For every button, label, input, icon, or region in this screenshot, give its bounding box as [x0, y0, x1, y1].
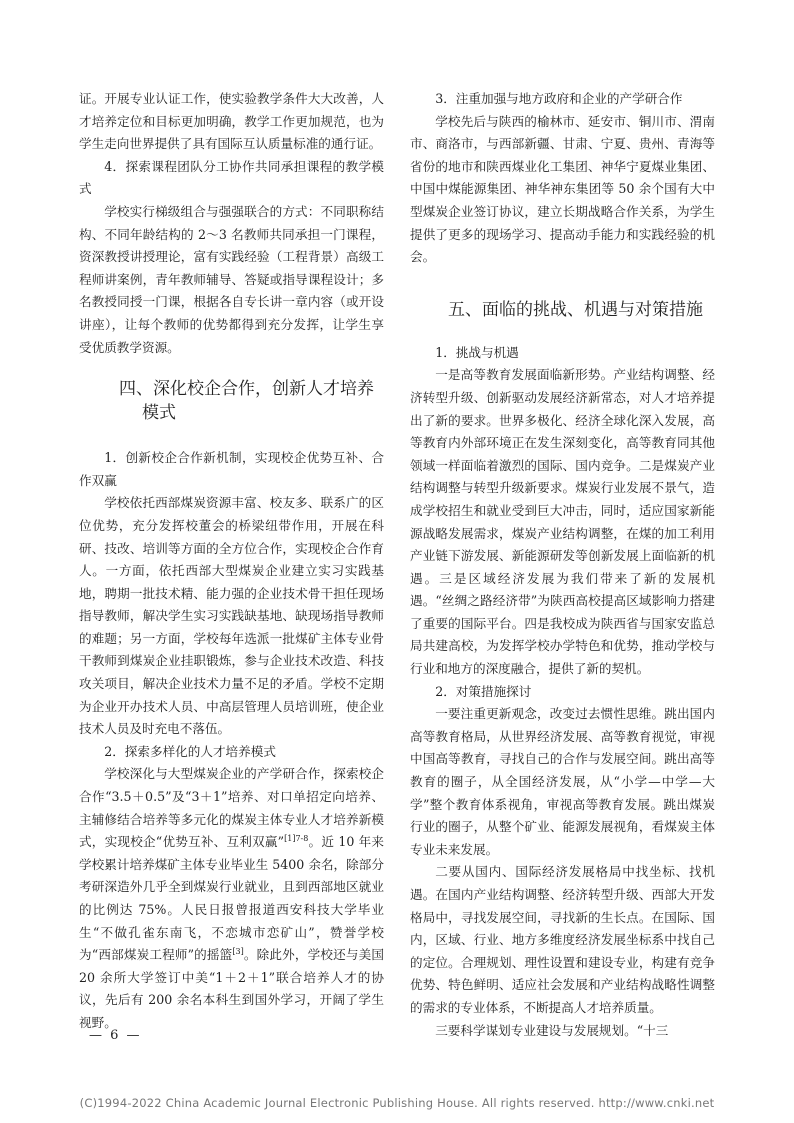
right-column: [410, 88, 715, 1042]
text-run: 学校深化与大型煤炭企业的产学研合作，探索校企合作“3.5＋0.5”及“3＋1”培养、对口单招定向培养、主辅修结合培养等多元化的煤炭主体专业人才培养新模式，实现校企“优势互补、互利双赢”: [79, 766, 384, 850]
subheading: 1．挑战与机遇: [435, 344, 519, 360]
section-heading: 五、面临的挑战、机遇与对策措施: [448, 299, 703, 320]
paragraph: 一是高等教育发展面临新形势。产业结构调整、经济转型升级、创新驱动发展经济新常态，对人才培养提出了新的要求。世界多极化、经济全球化深入发展，高等教育内外部环境正在发生深刻变化，高等教育同其他领域一样面临着激烈的国际、国内竞争。二是煤炭产业结构调整与转型升级新要求。煤炭行业发展不景气，造成学校招生和就业受到巨大冲击，同时，适应国家新能源战略发展需求，煤炭产业结构调整，在煤的加工利用产业链下游发展、新能源研发等创新发展上面临新的机遇。三是区域经济发展为我们带来了新的发展机遇。“丝绸之路经济带”为陕西高校提高区域影响力搭建了重要的国际平台。四是我校成为陕西省与国家安监总局共建高校，为发挥学校办学特色和优势，推动学校与行业和地方的深度融合，提供了新的契机。: [410, 367, 715, 677]
paragraph: 三要科学谋划专业建设与发展规划。“十三: [435, 1022, 669, 1038]
paragraph: 一要注重更新观念，改变过去惯性思维。跳出国内高等教育格局，从世界经济发展、高等教育视觉，审视中国高等教育，寻找自己的合作与发展空间。跳出高等教育的圈子，从全国经济发展，从“小学—中学—大学”整个教育体系视角，审视高等教育发展。跳出煤炭行业的圈子，从整个矿业、能源发展视角，看煤炭主体专业未来发展。: [410, 706, 715, 857]
paragraph: 学校先后与陕西的榆林市、延安市、铜川市、渭南市、商洛市，与西部新疆、甘肃、宁夏、贵州、青海等省份的地市和陕西煤业化工集团、神华宁夏煤业集团、中国中煤能源集团、神华神东集团等 50 余个国有大中型煤炭企业签订协议，建立长期战略合作关系，为学生提供了更多的现场学习、提高动手能力和实践经验的机会。: [410, 113, 715, 265]
paragraph: 学校依托西部煤炭资源丰富、校友多、联系广的区位优势，充分发挥校董会的桥梁纽带作用，开展在科研、技改、培训等方面的全方位合作，实现校企合作育人。一方面，依托西部大型煤炭企业建立实习实践基地，聘期一批技术精、能力强的企业技术骨干担任现场指导教师，解决学生实习实践缺基地、缺现场指导教师的难题；另一方面，学校每年选派一批煤矿主体专业骨干教师到煤炭企业挂职锻炼，参与企业技术改造、科技攻关项目，解决企业技术力量不足的矛盾。学校不定期为企业开办技术人员、中高层管理人员培训班，使企业技术人员及时充电不落伍。: [79, 495, 384, 737]
copyright-footer: (C)1994-2022 China Academic Journal Electronic Publishing House. All rights reserved. http://www.cnki.net: [79, 1096, 715, 1110]
section-heading: [79, 377, 384, 425]
citation-ref: [3]: [232, 947, 244, 956]
text-run: 。除此外，学校还与美国 20 余所大学签订中美“1＋2＋1”联合培养人才的协议，先后有 200 余名本科生到国外学习，开阔了学生视野。: [79, 947, 384, 1030]
subheading: 1．创新校企合作新机制，实现校企优势互补、合作双赢: [79, 450, 384, 488]
subheading: 2．对策措施探讨: [435, 683, 532, 699]
subheading: 3．注重加强与地方政府和企业的产学研合作: [435, 91, 683, 106]
subheading: 2．探索多样化的人才培养模式: [104, 743, 276, 759]
paragraph: 证。开展专业认证工作，使实验教学条件大大改善，人才培养定位和目标更加明确，教学工作更加规范，也为学生走向世界提供了具有国际互认质量标准的通行证。: [79, 91, 384, 152]
paragraph: 学校实行梯级组合与强强联合的方式：不同职称结构、不同年龄结构的 2～3 名教师共同承担一门课程，资深教授讲授理论，富有实践经验（工程背景）高级工程师讲案例，青年教师辅导、答疑或指导课程设计；多名教授同授一门课，根据各自专长讲一章内容（或开设讲座），让每个教师的优势都得到充分发挥，让学生享受优质教学资源。: [79, 203, 384, 355]
section-heading-line-2: 模式: [142, 403, 176, 424]
page-number: — 6 —: [89, 1028, 142, 1043]
citation-ref: [1]7-8: [284, 834, 309, 844]
left-column: [79, 88, 384, 1035]
subheading: 4．探索课程团队分工协作共同承担课程的教学模式: [79, 158, 384, 197]
paragraph: [79, 763, 384, 1034]
text-run: 。近 10 年来学校累计培养煤矿主体专业毕业生 5400 余名，除部分考研深造外几乎全到煤炭行业就业，且到西部地区就业的比例达 75%。人民日报曾报道西安科技大学毕业生“不做孔雀东南飞，不恋城市恋矿山”，赞誉学校为“西部煤炭工程师”的摇篮: [79, 834, 384, 963]
paragraph: 二要从国内、国际经济发展格局中找坐标、找机遇。在国内产业结构调整、经济转型升级、西部大开发格局中，寻找发展空间，寻找新的生长点。在国际、国内，区域、行业、地方多维度经济发展坐标系中找自己的定位。合理规划、理性设置和建设专业，构建有竞争优势、特色鲜明、适应社会发展和产业结构战略性调整的需求的专业体系，不断提高人才培养质量。: [410, 864, 715, 1015]
section-heading-line-1: 四、深化校企合作，创新人才培养: [119, 379, 374, 400]
